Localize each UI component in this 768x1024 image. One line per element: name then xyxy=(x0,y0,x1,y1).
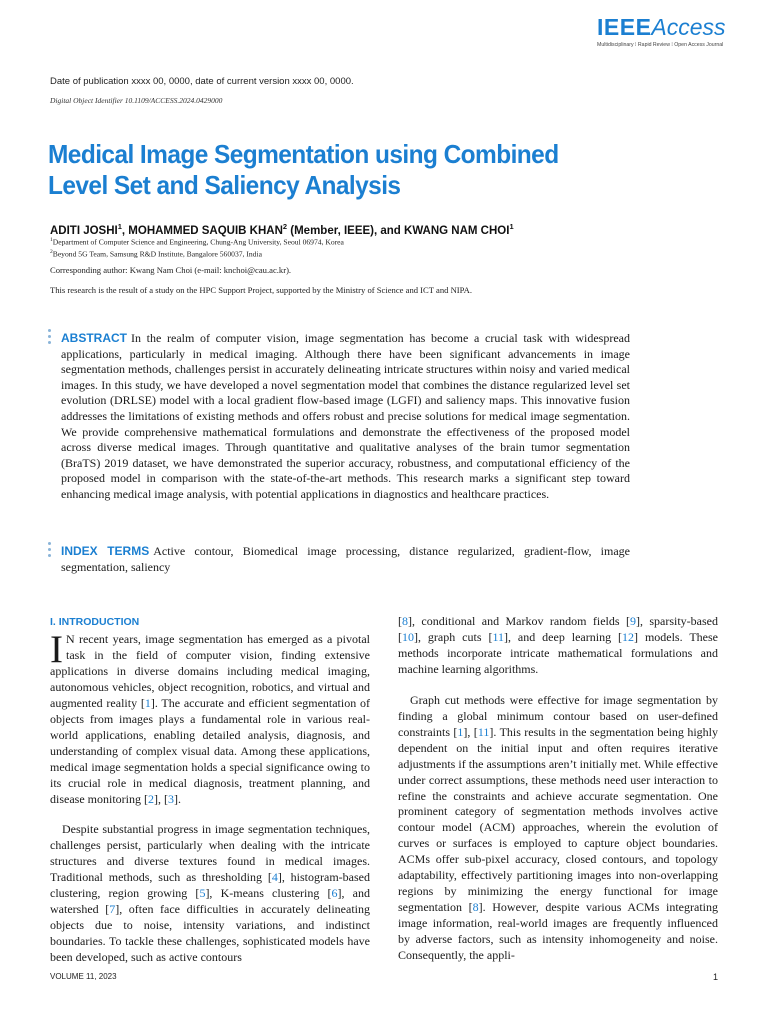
section-heading-introduction: I. INTRODUCTION xyxy=(50,616,140,628)
abstract-heading: ABSTRACT xyxy=(61,331,127,345)
funding-note: This research is the result of a study on the HPC Support Project, supported by the Ministry of Science and ICT and NIPA. xyxy=(50,285,472,295)
affiliation-2-text: Beyond 5G Team, Samsung R&D Institute, Bangalore 560037, India xyxy=(52,249,262,259)
p2-text: Despite substantial progress in image segmentation techniques, challenges persist, particularly when dealing with the intricate structures and diverse textures found in medical images. Traditional methods, such as thresholding [ xyxy=(50,822,370,885)
citation-link[interactable]: 10 xyxy=(402,629,414,644)
intro-paragraph-3 xyxy=(398,693,718,964)
footer-volume: VOLUME 11, 2023 xyxy=(50,972,117,981)
citation-link[interactable]: 8 xyxy=(402,614,408,628)
citation-link[interactable]: 1 xyxy=(457,724,464,739)
intro-paragraph-2-cont xyxy=(398,614,718,678)
p3-text: ], and deep learning [ xyxy=(504,629,623,644)
author-list xyxy=(50,222,514,237)
p4-text: ]. This results in the segmentation being highly dependent on the initial input and often requires iterative adjustments if the assumptions aren’t initially met. While effective under correct assumptions, these methods need user interaction to refine the constraints and achieve accurate segmentation. One prominent category of segmentation methods involves active contour model (ACM) approaches, wherein the evolution of curves or surfaces is employed to capture object boundaries. ACMs offer sub-pixel accuracy, closed contours, and topology adaptability, effectively partitioning images into non-overlapping regions by minimizing the energy functional for image segmentation [ xyxy=(398,724,718,915)
citation-link[interactable]: 11 xyxy=(477,724,490,739)
author-2-note-and-author-3: (Member, IEEE), and KWANG NAM CHOI xyxy=(287,224,510,237)
citation-link[interactable]: 11 xyxy=(492,629,504,644)
index-terms-dots-icon xyxy=(48,542,52,560)
citation-link[interactable]: 4 xyxy=(271,870,278,885)
citation-link[interactable]: 9 xyxy=(629,614,636,628)
corresponding-author: Corresponding author: Kwang Nam Choi (e-mail: knchoi@cau.ac.kr). xyxy=(50,265,292,275)
citation-link[interactable]: 8 xyxy=(472,900,479,915)
affiliation-1-sup: 1 xyxy=(50,237,53,243)
author-2-affil: 2 xyxy=(282,222,288,231)
p3-text: [ xyxy=(398,614,402,628)
citation-link[interactable]: 12 xyxy=(622,629,635,644)
p2-text: ], and watershed [ xyxy=(50,886,371,917)
right-column xyxy=(398,614,718,964)
p3-text: ], conditional and Markov random fields [ xyxy=(408,614,630,628)
p4-text: ], [ xyxy=(463,724,478,739)
affiliation-1-text: Department of Computer Science and Engineering, Chung-Ang University, Seoul 06974, Korea xyxy=(52,237,344,247)
p3-text: ], graph cuts [ xyxy=(414,629,493,644)
abstract xyxy=(61,331,630,503)
logo-ieee-text: IEEE xyxy=(597,14,652,40)
p2-text: ], histogram-based clustering, region growing [ xyxy=(50,870,370,901)
p1-text: N recent years, image segmentation has emerged as a pivotal task in the field of computer vision, finding extensive applications in diverse domains including medical imaging, autonomous vehicles, object recognition, robotics, and virtual and augmented reality [ xyxy=(50,632,370,710)
affiliation-1 xyxy=(50,237,344,247)
intro-paragraph-1 xyxy=(50,628,370,807)
p1-text: ], [ xyxy=(153,791,168,806)
ieee-access-logo xyxy=(597,14,726,52)
p3-text: ] models. These methods incorporate intricate mathematical formulations and machine learning algorithms. xyxy=(398,629,718,676)
citation-link[interactable]: 7 xyxy=(109,902,116,917)
index-terms-text: Active contour, Biomedical image processing, distance regularized, gradient-flow, image segmentation, saliency xyxy=(61,544,630,574)
citation-link[interactable]: 1 xyxy=(144,695,151,710)
citation-link[interactable]: 6 xyxy=(331,886,338,901)
affiliation-2-sup: 2 xyxy=(50,249,53,255)
intro-paragraph-2 xyxy=(50,822,370,966)
p3-text: ], sparsity-based [ xyxy=(398,614,718,644)
page-number: 1 xyxy=(713,972,719,982)
p2-text: ], often face difficulties in accurately delineating objects due to noise, intensity variations, and indistinct boundaries. To tackle these challenges, sophisticated models have been developed, such as active contours xyxy=(50,902,370,965)
citation-link[interactable]: 5 xyxy=(199,886,206,901)
p2-text: ], K-means clustering [ xyxy=(205,886,332,901)
p1-text: ]. The accurate and efficient segmentation of objects from images plays a fundamental role in various real-world applications, enabling detailed analysis, diagnosis, and understanding of complex visual data. Among these applications, medical image segmentation holds a special significance owing to its crucial role in medical diagnosis, treatment planning, and disease monitoring [ xyxy=(50,695,370,806)
logo-access-text: Access xyxy=(651,14,726,40)
author-2: , MOHAMMED SAQUIB KHAN xyxy=(121,224,283,237)
author-1: ADITI JOSHI xyxy=(50,224,118,237)
citation-link[interactable]: 3 xyxy=(167,791,174,806)
left-column xyxy=(50,628,371,966)
index-terms xyxy=(61,544,630,575)
p4-text: ]. However, despite various ACMs integrating image information, real-world images are frequently influenced by adverse factors, such as intensity inhomogeneity and noise. Consequently, the appli- xyxy=(398,900,718,963)
author-1-affil: 1 xyxy=(117,222,122,231)
author-3-affil: 1 xyxy=(509,222,514,231)
abstract-text: In the realm of computer vision, image segmentation has become a crucial task with widespread applications, particularly in medical imaging. Although there have been significant advancements in image segmentation methods, challenges persist in accurately delineating intricate structures within noisy and varied medical images. In this study, we have developed a novel segmentation model that combines the distance regularized level set evolution (DRLSE) model with a local gradient flow-based image (LGFI) and saliency maps. This innovative fusion addresses the limitations of existing methods and offers robust and precise solutions for medical image segmentation. We provide comprehensive mathematical formulations and demonstrate the effectiveness of the proposed model across diverse medical images. Through quantitative and qualitative analyses of the brain tumor segmentation (BraTS) 2019 dataset, we have demonstrated the superior accuracy, robustness, and computational efficiency of the proposed model in comparison with the state-of-the-art methods. This research marks a significant step toward enhancing medical image analysis, with potential applications in diagnostics and healthcare practices. xyxy=(61,331,630,501)
affiliation-2 xyxy=(50,249,262,259)
abstract-dots-icon xyxy=(48,329,52,347)
paper-title: Medical Image Segmentation using Combined Level Set and Saliency Analysis xyxy=(48,139,559,200)
logo-tagline: Multidisciplinary ⁞ Rapid Review ⁞ Open Access Journal xyxy=(597,42,724,48)
drop-cap: I xyxy=(50,628,63,671)
p1-text: ]. xyxy=(173,791,181,806)
publication-date: Date of publication xxxx 00, 0000, date of current version xxxx 00, 0000. xyxy=(50,76,354,87)
index-terms-heading: INDEX TERMS xyxy=(61,544,150,558)
doi: Digital Object Identifier 10.1109/ACCESS.2024.0429000 xyxy=(50,96,223,105)
p4-text: Graph cut methods were effective for image segmentation by finding a global minimum contour based on user-defined constraints [ xyxy=(398,692,718,739)
citation-link[interactable]: 2 xyxy=(147,791,154,806)
